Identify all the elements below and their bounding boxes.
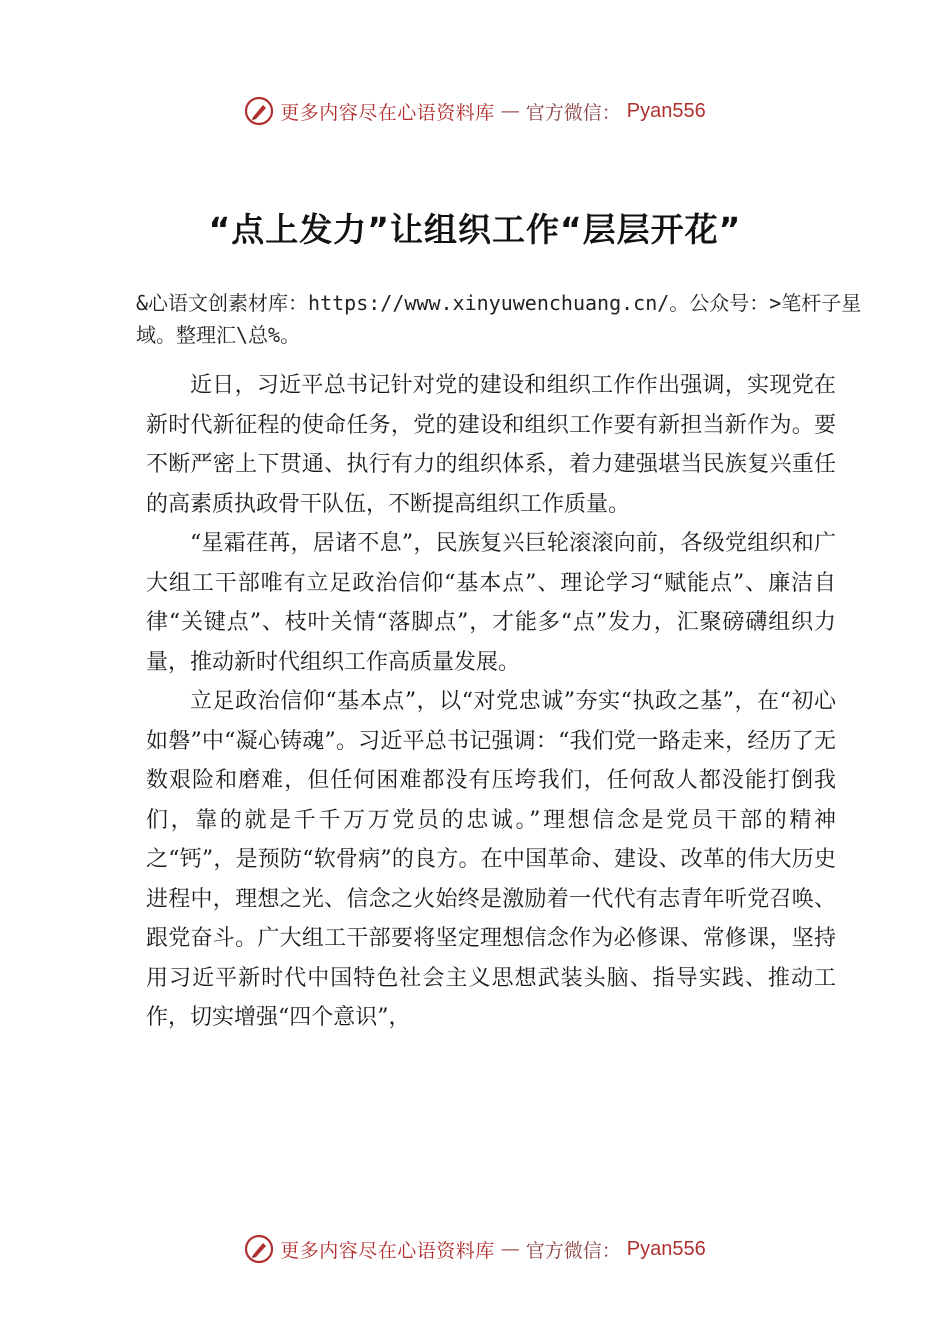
document-title: “点上发力”让组织工作“层层开花” — [208, 210, 742, 249]
banner-wechat-label: 官方微信： — [525, 1239, 621, 1262]
banner-separator: — — [500, 100, 520, 122]
banner-wechat-id: Pyan556 — [626, 1237, 706, 1260]
banner-separator: — — [500, 1238, 520, 1260]
pen-logo-icon — [244, 1234, 274, 1264]
paragraph: 立足政治信仰“基本点”，以“对党忠诚”夯实“执政之基”，在“初心如磐”中“凝心铸魂”。习近平总书记强调：“我们党一路走来，经历了无数艰险和磨难，但任何困难都没有压垮我们，任何敌人都没能打倒我们，靠的就是千千万万党员的忠诚。”理想信念是党员干部的精神之“钙”，是预防“软骨病”的良方。在中国革命、建设、改革的伟大历史进程中，理想之光、信念之火始终是激励着一代代有志青年听党召唤、跟党奋斗。广大组工干部要将坚定理想信念作为必修课、常修课，坚持用习近平新时代中国特色社会主义思想武装头脑、指导实践、推动工作，切实增强“四个意识”， — [146, 689, 836, 1030]
banner-wechat-id: Pyan556 — [626, 99, 706, 122]
paragraph: “星霜荏苒，居诸不息”，民族复兴巨轮滚滚向前，各级党组织和广大组工干部唯有立足政治信仰“基本点”、理论学习“赋能点”、廉洁自律“关键点”、枝叶关情“落脚点”，才能多“点”发力，汇聚磅礴组织力量，推动新时代组织工作高质量发展。 — [146, 531, 836, 675]
header-banner — [0, 96, 950, 126]
footer-banner — [0, 1234, 950, 1264]
document-body — [146, 366, 836, 1038]
banner-wechat-label: 官方微信： — [525, 101, 621, 124]
paragraph: 近日，习近平总书记针对党的建设和组织工作作出强调，实现党在新时代新征程的使命任务，党的建设和组织工作要有新担当新作为。要不断严密上下贯通、执行有力的组织体系，着力建强堪当民族复兴重任的高素质执政骨干队伍，不断提高组织工作质量。 — [146, 373, 836, 517]
banner-text: 更多内容尽在心语资料库 — [280, 101, 495, 124]
pen-logo-icon — [244, 96, 274, 126]
banner-text: 更多内容尽在心语资料库 — [280, 1239, 495, 1262]
source-line: &心语文创素材库：https://www.xinyuwenchuang.cn/。公众号：>笔杆子星域。整理汇\总%。 — [136, 291, 862, 347]
